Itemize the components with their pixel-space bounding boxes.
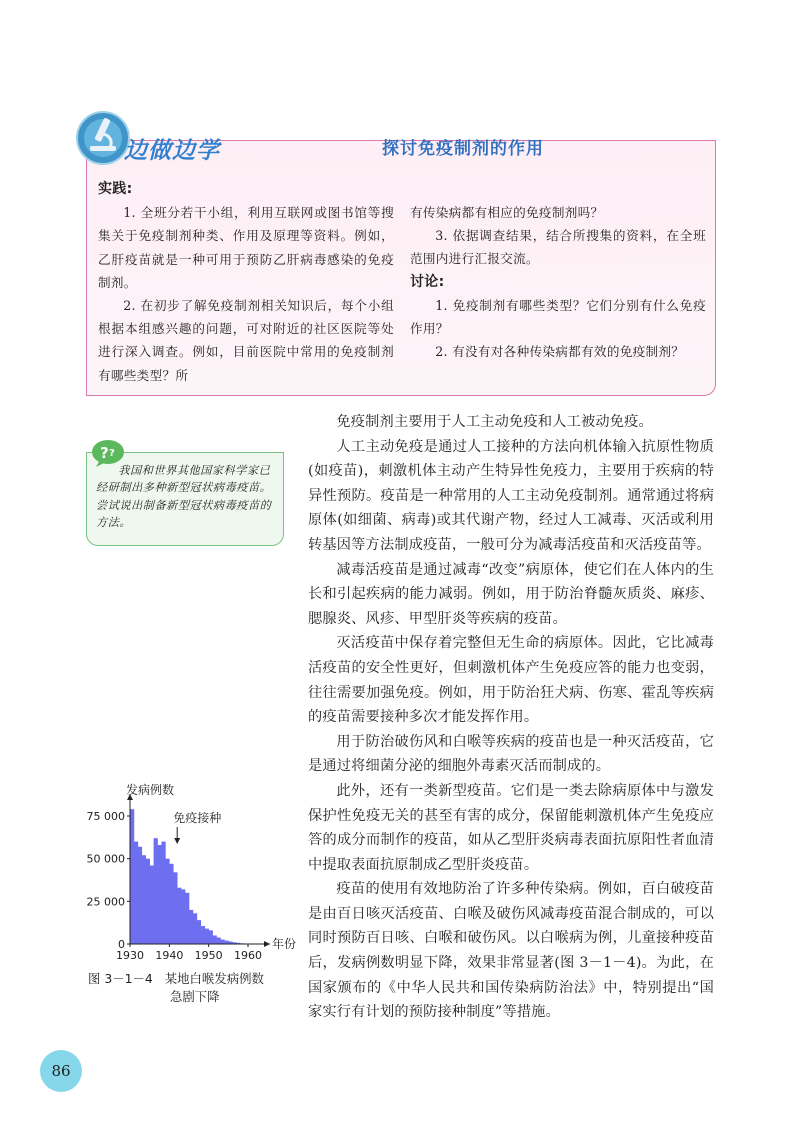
chart-bar bbox=[161, 842, 165, 944]
chart-bar bbox=[165, 859, 169, 944]
chart-bar bbox=[224, 941, 228, 944]
chart-bar bbox=[193, 913, 197, 944]
figure-caption bbox=[88, 970, 298, 1006]
chart-bar bbox=[142, 855, 146, 944]
chart-bar bbox=[130, 809, 134, 944]
chart-bar bbox=[154, 838, 158, 944]
activity-title: 边做边学 bbox=[124, 138, 220, 164]
chart-annotation-arrow-head bbox=[174, 838, 180, 844]
main-paragraph-4: 灭活疫苗中保存着完整但无生命的病原体。因此，它比减毒活疫苗的安全性更好，但刺激机体产生免疫应答的能力也变弱，往往需要加强免疫。例如，用于防治狂犬病、伤寒、霍乱等疾病的疫苗需要接种多次才能发挥作用。 bbox=[308, 635, 714, 726]
main-text bbox=[308, 410, 714, 1025]
chart-bar bbox=[209, 930, 213, 944]
chart-bar bbox=[150, 865, 154, 944]
chart-annotation: 免疫接种 bbox=[173, 811, 222, 825]
discuss-item-2: 2. 有没有对各种传染病都有效的免疫制剂？ bbox=[435, 344, 685, 360]
svg-text:?: ? bbox=[109, 448, 115, 459]
chart-bar bbox=[217, 938, 221, 944]
main-paragraph-5: 用于防治破伤风和白喉等疾病的疫苗也是一种灭活疫苗，它是通过将细菌分泌的细胞外毒素灭活而制成的。 bbox=[308, 733, 714, 775]
chart-bar bbox=[205, 929, 209, 944]
practice-item-1: 1. 全班分若干小组，利用互联网或图书馆等搜集关于免疫制剂种类、作用及原理等资料。例如，乙肝疫苗就是一种可用于预防乙肝病毒感染的免疫制剂。 bbox=[98, 205, 394, 290]
practice-item-2: 2. 在初步了解免疫制剂相关知识后，每个小组根据本组感兴趣的问题，可对附近的社区医院等处进行深入调查。例如，目前医院中常用的免疫制剂有哪些类型？所 bbox=[98, 298, 394, 383]
practice-item-2-continued: 有传染病都有相应的免疫制剂吗？ bbox=[410, 205, 604, 220]
chart-y-tick-label: 75 000 bbox=[86, 810, 125, 823]
chart-bar bbox=[201, 926, 205, 944]
main-paragraph-6: 此外，还有一类新型疫苗。它们是一类去除病原体中与激发保护性免疫无关的甚至有害的成分，保留能刺激机体产生免疫应答的成分而制作的疫苗，如从乙型肝炎病毒表面抗原阳性者血清中提取表面抗原制成乙型肝炎疫苗。 bbox=[308, 782, 714, 873]
chart-x-arrow bbox=[264, 941, 270, 947]
practice-heading: 实践: bbox=[98, 181, 133, 197]
diphtheria-cases-chart bbox=[82, 776, 298, 964]
practice-item-3: 3. 依据调查结果，结合所搜集的资料，在全班范围内进行汇报交流。 bbox=[410, 228, 706, 267]
main-paragraph-2: 人工主动免疫是通过人工接种的方法向机体输入抗原性物质(如疫苗)，刺激机体主动产生特异性免疫力，主要用于疾病的特异性预防。疫苗是一种常用的人工主动免疫制剂。通常通过将病原体(如细菌、病毒)或其代谢产物，经过人工减毒、灭活或利用转基因等方法制成疫苗，一般可分为减毒活疫苗和灭活疫苗等。 bbox=[308, 438, 714, 553]
chart-bar bbox=[169, 864, 173, 944]
chart-bar bbox=[181, 889, 185, 944]
activity-right-column bbox=[410, 201, 706, 363]
chart-bar bbox=[173, 872, 177, 944]
think-paragraph: 我国和世界其他国家科学家已经研制出多种新型冠状病毒疫苗。尝试说出制备新型冠状病毒疫苗的方法。 bbox=[96, 464, 272, 530]
discuss-heading: 讨论: bbox=[410, 273, 445, 290]
main-paragraph-1: 免疫制剂主要用于人工主动免疫和人工被动免疫。 bbox=[336, 414, 653, 430]
main-paragraph-3: 减毒活疫苗是通过减毒“改变”病原体，使它们在人体内的生长和引起疾病的能力减弱。例如，用于防治脊髓灰质炎、麻疹、腮腺炎、风疹、甲型肝炎等疾病的疫苗。 bbox=[308, 561, 714, 627]
activity-topic: 探讨免疫制剂的作用 bbox=[382, 139, 544, 159]
chart-bar bbox=[158, 845, 162, 944]
chart-y-tick-label: 25 000 bbox=[86, 895, 125, 909]
chart-bar bbox=[177, 888, 181, 944]
chart-bar bbox=[146, 859, 150, 944]
chart-bar bbox=[197, 920, 201, 944]
chart-bar bbox=[134, 842, 138, 944]
figure-caption-line1: 某地白喉发病例数 bbox=[164, 971, 264, 986]
activity-left-column bbox=[98, 178, 394, 387]
chart-bar bbox=[138, 847, 142, 944]
chart-bar bbox=[185, 893, 189, 944]
think-text bbox=[96, 462, 276, 532]
figure-caption-line2: 急剧下降 bbox=[170, 989, 220, 1004]
chart-bar bbox=[213, 935, 217, 944]
chart-x-tick-label: 1940 bbox=[155, 949, 184, 962]
main-paragraph-7: 疫苗的使用有效地防治了许多种传染病。例如，百白破疫苗是由百日咳灭活疫苗、白喉及破伤风减毒疫苗混合制成的，可以同时预防百日咳、白喉和破伤风。以白喉病为例，儿童接种疫苗后，发病例数明显下降，效果非常显著(图 3－1－4)。为此，在国家颁布的《中华人民共和国传染病防治法》中，特别提出“国家实行有计划的预防接种制度”等措施。 bbox=[308, 881, 714, 1021]
chart-x-axis-label: 年份 bbox=[272, 937, 297, 951]
figure-number: 图 3－1－4 bbox=[88, 971, 153, 986]
chart-x-tick-label: 1930 bbox=[116, 949, 144, 962]
discuss-item-1: 1. 免疫制剂有哪些类型？它们分别有什么免疫作用？ bbox=[410, 297, 706, 337]
svg-text:?: ? bbox=[100, 444, 109, 462]
page-number: 86 bbox=[40, 1050, 82, 1092]
chart-x-tick-label: 1960 bbox=[234, 949, 262, 962]
chart-y-tick-label: 50 000 bbox=[86, 852, 125, 866]
chart-bar bbox=[220, 940, 224, 944]
chart-x-tick-label: 1950 bbox=[194, 949, 223, 962]
chart-y-axis-label: 发病例数 bbox=[126, 783, 175, 797]
chart-y-tick-label: 0 bbox=[118, 938, 125, 951]
chart-bar bbox=[189, 910, 193, 944]
